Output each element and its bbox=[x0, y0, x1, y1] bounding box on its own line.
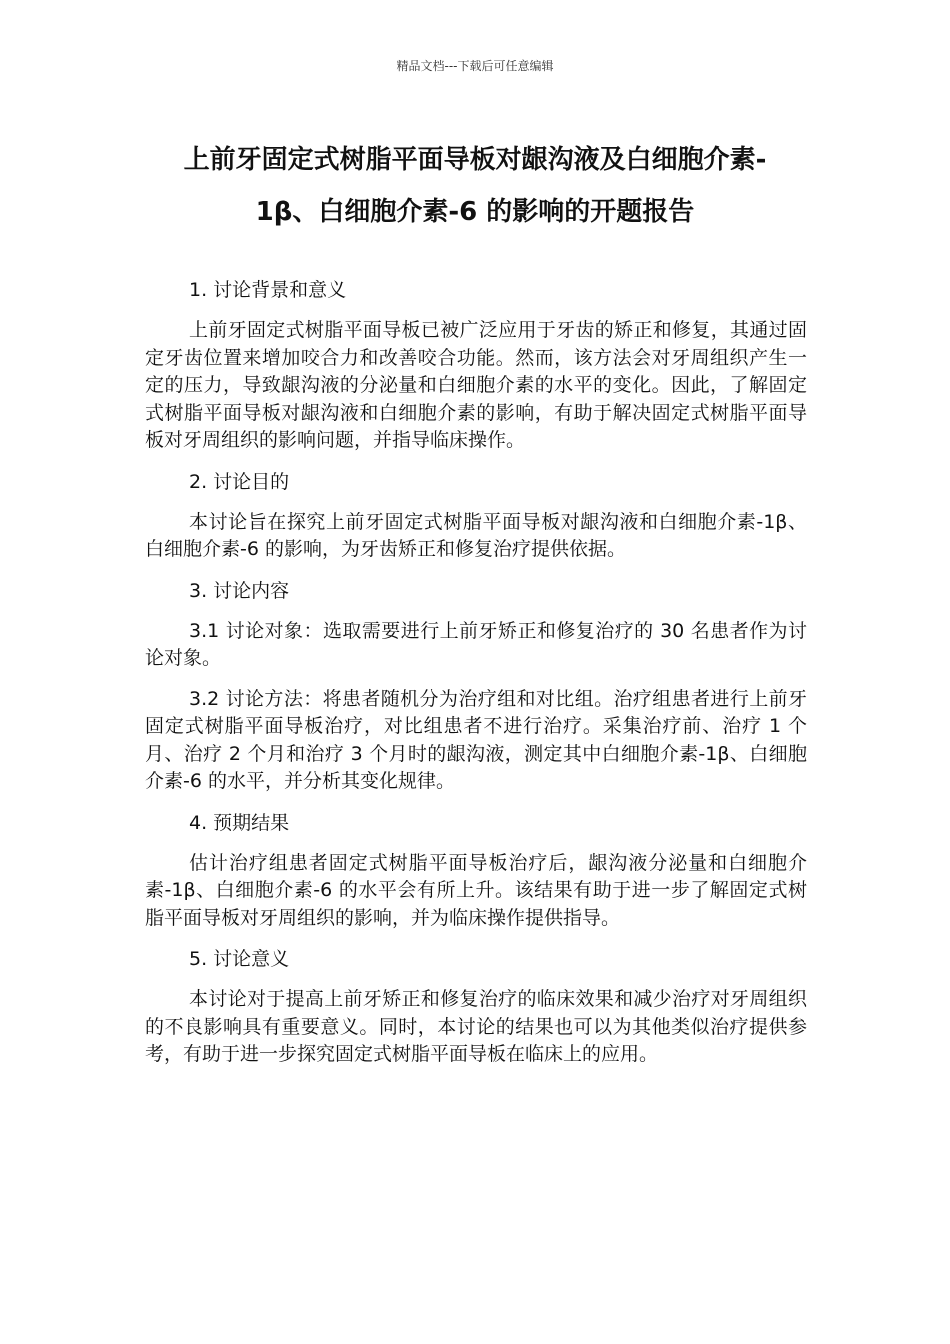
section-heading: 2. 讨论目的 bbox=[189, 470, 290, 493]
document-body bbox=[145, 276, 807, 1069]
section-paragraph: 3.2 讨论方法：将患者随机分为治疗组和对比组。治疗组患者进行上前牙固定式树脂平面导板治疗，对比组患者不进行治疗。采集治疗前、治疗 1 个月、治疗 2 个月和治疗 3 个月时的龈沟液，测定其中白细胞介素-1β、白细胞介素-6 的水平，并分析其变化规律。 bbox=[145, 687, 807, 792]
section-background bbox=[145, 276, 807, 455]
section-heading: 5. 讨论意义 bbox=[189, 948, 290, 970]
section-significance bbox=[145, 945, 807, 1069]
page-header-note: 精品文档---下载后可任意编辑 bbox=[396, 59, 554, 73]
section-content bbox=[145, 577, 807, 796]
section-heading: 4. 预期结果 bbox=[189, 811, 290, 834]
title-line-2: 1β、白细胞介素-6 的影响的开题报告 bbox=[255, 197, 695, 227]
section-heading: 3. 讨论内容 bbox=[189, 579, 290, 602]
section-paragraph: 3.1 讨论对象：选取需要进行上前牙矫正和修复治疗的 30 名患者作为讨论对象。 bbox=[145, 619, 807, 669]
section-paragraph: 上前牙固定式树脂平面导板已被广泛应用于牙齿的矫正和修复，其通过固定牙齿位置来增加咬合力和改善咬合功能。然而，该方法会对牙周组织产生一定的压力，导致龈沟液的分泌量和白细胞介素的水平的变化。因此，了解固定式树脂平面导板对龈沟液和白细胞介素的影响，有助于解决固定式树脂平面导板对牙周组织的影响问题，并指导临床操作。 bbox=[145, 319, 807, 451]
section-paragraph: 估计治疗组患者固定式树脂平面导板治疗后，龈沟液分泌量和白细胞介素-1β、白细胞介素-6 的水平会有所上升。该结果有助于进一步了解固定式树脂平面导板对牙周组织的影响，并为临床操作提供指导。 bbox=[145, 851, 807, 929]
document-title bbox=[140, 134, 810, 238]
section-heading: 1. 讨论背景和意义 bbox=[189, 279, 347, 301]
section-expected-results bbox=[145, 809, 807, 933]
section-paragraph: 本讨论对于提高上前牙矫正和修复治疗的临床效果和减少治疗对牙周组织的不良影响具有重要意义。同时，本讨论的结果也可以为其他类似治疗提供参考，有助于进一步探究固定式树脂平面导板在临床上的应用。 bbox=[145, 988, 807, 1065]
section-paragraph: 本讨论旨在探究上前牙固定式树脂平面导板对龈沟液和白细胞介素-1β、白细胞介素-6 的影响，为牙齿矫正和修复治疗提供依据。 bbox=[145, 510, 807, 560]
section-purpose bbox=[145, 468, 807, 564]
title-line-1: 上前牙固定式树脂平面导板对龈沟液及白细胞介素- bbox=[183, 145, 767, 175]
